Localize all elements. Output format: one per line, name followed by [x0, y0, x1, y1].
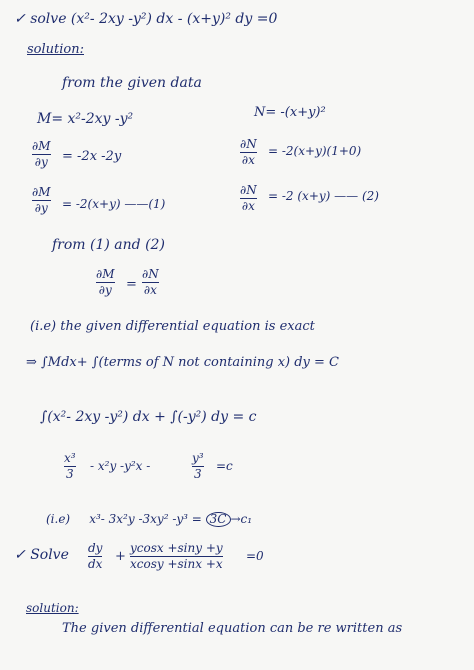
- m-definition: M= x²-2xy -y²: [37, 111, 134, 127]
- problem1-statement: solve (x²- 2xy -y²) dx - (x+y)² dy =0: [30, 11, 278, 27]
- problem1-statement-line: [14, 12, 277, 27]
- plus-sign: +: [115, 549, 126, 564]
- problem2-big-fraction: ycosx +siny +y xcosy +sinx +x: [130, 541, 223, 571]
- problem2-text: The given differential equation can be re written as: [62, 621, 403, 636]
- n-definition: N= -(x+y)²: [254, 105, 326, 120]
- dn-dx-step2: = -2 (x+y) —— (2): [268, 189, 379, 203]
- equals-sign: =: [126, 277, 137, 292]
- dn-dx-step1: = -2(x+y)(1+0): [268, 144, 362, 158]
- solution-label-2: solution:: [26, 601, 79, 615]
- dm-dy-fraction-3: ∂M ∂y: [96, 267, 115, 297]
- dm-dy-fraction-1: ∂M ∂y: [32, 139, 51, 169]
- exact-formula: ⇒ ∫Mdx+ ∫(terms of N not containing x) dy = C: [26, 355, 340, 370]
- final-result-line: (i.e) x³- 3x²y -3xy² -y³ = 3C →c₁: [46, 512, 253, 526]
- from-1-and-2: from (1) and (2): [52, 237, 165, 253]
- dn-dx-fraction-3: ∂N ∂x: [142, 267, 159, 297]
- solution-label-1: solution:: [27, 42, 84, 57]
- check-mark: ✓: [14, 11, 26, 27]
- problem2-label: Solve: [30, 547, 69, 563]
- result-end: =c: [216, 459, 233, 473]
- y-cubed-over-3: y³ 3: [192, 451, 204, 481]
- problem2-label-line: [14, 548, 69, 563]
- dm-dy-step1: = -2x -2y: [62, 149, 122, 164]
- x-cubed-over-3: x³ 3: [64, 451, 76, 481]
- from-given-data: from the given data: [62, 75, 202, 91]
- dy-dx-fraction: dy dx: [88, 541, 103, 571]
- exact-conclusion: (i.e) the given differential equation is exact: [30, 319, 315, 334]
- circled-constant: 3C: [206, 512, 231, 527]
- integral-line: ∫(x²- 2xy -y²) dx + ∫(-y²) dy = c: [40, 409, 257, 425]
- dm-dy-step2: = -2(x+y) ——(1): [62, 197, 166, 211]
- dn-dx-fraction-2: ∂N ∂x: [240, 183, 257, 213]
- equals-zero: =0: [246, 549, 264, 563]
- dn-dx-fraction-1: ∂N ∂x: [240, 137, 257, 167]
- check-mark-2: ✓: [14, 547, 26, 563]
- result-middle: - x²y -y²x -: [90, 459, 151, 473]
- dm-dy-fraction-2: ∂M ∂y: [32, 185, 51, 215]
